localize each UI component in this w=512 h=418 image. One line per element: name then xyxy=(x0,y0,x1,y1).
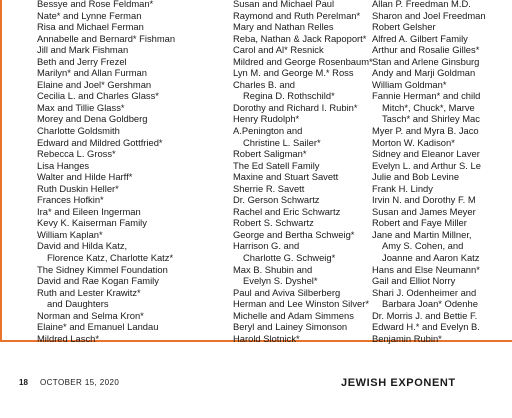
donor-entry: Frank H. Lindy xyxy=(372,182,433,194)
donor-entry: Mildred Lasch* xyxy=(37,332,100,344)
donor-entry: Jane and Martin Millner, xyxy=(372,228,472,240)
donor-column-3 xyxy=(372,0,486,344)
donor-entry: Lisa Hanges xyxy=(37,159,90,171)
donor-entry: Herman and Lee Winston Silver* xyxy=(233,298,370,310)
donor-entry: Robert Gelsher xyxy=(372,21,436,33)
donor-entry: Rachel and Eric Schwartz xyxy=(233,205,341,217)
donor-entry: Frances Hofkin* xyxy=(37,194,104,206)
donor-entry: David and Hilda Katz, xyxy=(37,240,128,252)
donor-entry: Jill and Mark Fishman xyxy=(37,44,129,56)
donor-entry: Rebecca L. Gross* xyxy=(37,148,116,160)
donor-entry: Mitch*, Chuck*, Marve xyxy=(382,101,475,113)
donor-entry: The Sidney Kimmel Foundation xyxy=(37,263,168,275)
donor-column-1 xyxy=(37,0,175,344)
donor-entry: Julie and Bob Levine xyxy=(372,171,460,183)
page-footer xyxy=(0,376,512,390)
donor-entry: Max B. Shubin and xyxy=(233,263,313,275)
donor-entry: Morey and Dena Goldberg xyxy=(37,113,148,125)
donor-entry: George and Bertha Schweig* xyxy=(233,228,355,240)
donor-entry: The Ed Satell Family xyxy=(233,159,320,171)
page-number: 18 xyxy=(19,378,28,387)
donor-entry: Arthur and Rosalie Gilles* xyxy=(372,44,480,56)
donor-entry: Amy S. Cohen, and xyxy=(382,240,464,252)
donor-entry: Mildred and George Rosenbaum* xyxy=(233,55,373,67)
donor-entry: William Kaplan* xyxy=(37,228,103,240)
donor-entry: Michelle and Adam Simmens xyxy=(233,309,354,321)
donor-entry: Andy and Marji Goldman xyxy=(372,67,476,79)
donor-entry: Sherrie R. Savett xyxy=(233,182,305,194)
donor-entry: Carol and Al* Resnick xyxy=(233,44,324,56)
donor-entry: Robert Saligman* xyxy=(233,148,307,160)
donor-entry: Bessye and Rose Feldman* xyxy=(37,0,154,9)
donor-entry: Hans and Else Neumann* xyxy=(372,263,480,275)
donor-entry: Charles B. and xyxy=(233,78,296,90)
donor-entry: Max and Tillie Glass* xyxy=(37,101,125,113)
donor-entry: Cecilia L. and Charles Glass* xyxy=(37,90,159,102)
donor-entry: Ruth Duskin Heller* xyxy=(37,182,119,194)
donor-entry: Beryl and Lainey Simonson xyxy=(233,321,348,333)
donor-entry: Annabelle and Bernard* Fishman xyxy=(37,32,176,44)
donor-entry: Gail and Elliot Norry xyxy=(372,275,456,287)
donor-entry: Shari J. Odenheimer and xyxy=(372,286,477,298)
donor-entry: Norman and Selma Kron* xyxy=(37,309,144,321)
donor-entry: Paul and Aviva Silberberg xyxy=(233,286,341,298)
donor-entry: Sharon and Joel Freedman xyxy=(372,9,486,21)
donor-entry: Ira* and Eileen Ingerman xyxy=(37,205,141,217)
donor-entry: Joanne and Aaron Katz xyxy=(382,252,480,264)
donor-entry: Maxine and Stuart Savett xyxy=(233,171,339,183)
donor-entry: David and Rae Kogan Family xyxy=(37,275,159,287)
donor-entry: Charlotte Goldsmith xyxy=(37,125,120,137)
donor-entry: Fannie Herman* and child xyxy=(372,90,481,102)
donor-entry: Robert S. Schwartz xyxy=(233,217,314,229)
donor-entry: Harrison G. and xyxy=(233,240,300,252)
donor-entry: Mary and Nathan Relles xyxy=(233,21,334,33)
donor-entry: Susan and Michael Paul xyxy=(233,0,335,9)
donor-entry: Kevy K. Kaiserman Family xyxy=(37,217,147,229)
donor-entry: Elaine and Joel* Gershman xyxy=(37,78,152,90)
donor-entry: Stan and Arlene Ginsburg xyxy=(372,55,480,67)
donor-entry: Allan P. Freedman M.D. xyxy=(372,0,471,9)
issue-date: OCTOBER 15, 2020 xyxy=(40,378,120,387)
donor-entry: Sidney and Eleanor Laver xyxy=(372,148,480,160)
donor-entry: Evelyn L. and Arthur S. Le xyxy=(372,159,481,171)
donor-entry: Evelyn S. Dyshel* xyxy=(243,275,318,287)
donor-entry: Robert and Faye Miller xyxy=(372,217,467,229)
donor-entry: Barbara Joan* Odenhe xyxy=(382,298,478,310)
donor-entry: Tasch* and Shirley Mac xyxy=(382,113,480,125)
donor-entry: and Daughters xyxy=(47,298,109,310)
donor-entry: Edward H.* and Evelyn B. xyxy=(372,321,480,333)
donor-entry: Florence Katz, Charlotte Katz* xyxy=(47,252,174,264)
donor-entry: Charlotte G. Schweig* xyxy=(243,252,336,264)
donor-entry: Regina D. Rothschild* xyxy=(243,90,335,102)
donor-entry: Morton W. Kadison* xyxy=(372,136,455,148)
donor-entry: Dr. Morris J. and Bettie F. xyxy=(372,309,478,321)
donor-entry: Dorothy and Richard I. Rubin* xyxy=(233,101,358,113)
donor-entry: Edward and Mildred Gottfried* xyxy=(37,136,163,148)
donor-entry: Harold Slotnick* xyxy=(233,332,300,344)
publication-name: JEWISH EXPONENT xyxy=(341,377,456,389)
donor-entry: William Goldman* xyxy=(372,78,447,90)
donor-entry: Alfred A. Gilbert Family xyxy=(372,32,468,44)
donor-entry: Raymond and Ruth Perelman* xyxy=(233,9,361,21)
donor-entry: Elaine* and Emanuel Landau xyxy=(37,321,159,333)
donor-entry: Susan and James Meyer xyxy=(372,205,476,217)
donor-entry: Beth and Jerry Frezel xyxy=(37,55,127,67)
donor-entry: Risa and Michael Ferman xyxy=(37,21,144,33)
donor-entry: Myer P. and Myra B. Jaco xyxy=(372,125,479,137)
donor-entry: Marilyn* and Allan Furman xyxy=(37,67,147,79)
donor-entry: Benjamin Rubin* xyxy=(372,332,442,344)
donor-entry: Henry Rudolph* xyxy=(233,113,300,125)
donor-entry: Reba, Nathan & Jack Rapoport* xyxy=(233,32,367,44)
donor-entry: Nate* and Lynne Ferman xyxy=(37,9,142,21)
donor-entry: Ruth and Lester Krawitz* xyxy=(37,286,141,298)
donor-entry: A.Penington and xyxy=(233,125,303,137)
donor-entry: Christine L. Sailer* xyxy=(243,136,321,148)
donor-entry: Lyn M. and George M.* Ross xyxy=(233,67,354,79)
donor-column-2 xyxy=(233,0,373,344)
donor-entry: Irvin N. and Dorothy F. M xyxy=(372,194,476,206)
donor-entry: Dr. Gerson Schwartz xyxy=(233,194,320,206)
donor-entry: Walter and Hilde Harff* xyxy=(37,171,133,183)
